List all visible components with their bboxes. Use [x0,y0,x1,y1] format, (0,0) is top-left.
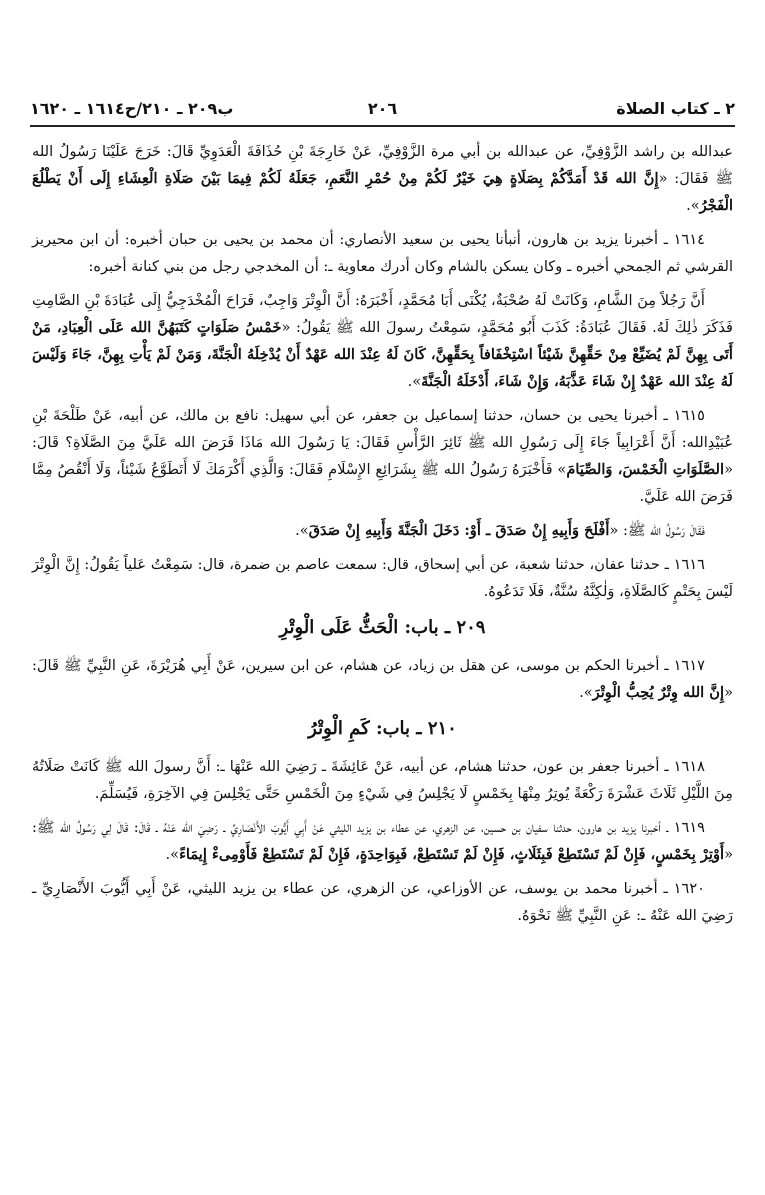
hadith-1615-matn: فَقَالَ رَسُولُ الله ﷺ: «أَفْلَحَ وَأَبِيهِ إِنْ صَدَقَ ـ أَوْ: دَخَلَ الْجَنَّةَ وَأَبِيهِ إِنْ صَدَقَ». [295,522,705,539]
hadith-text: أَفْلَحَ وَأَبِيهِ إِنْ صَدَقَ ـ أَوْ: دَخَلَ الْجَنَّةَ وَأَبِيهِ إِنْ صَدَقَ [308,522,610,539]
hadith-text: أَوْتِرْ بِخَمْسٍ، فَإِنْ لَمْ تَسْتَطِعْ فَبِثَلَاثٍ، فَإِنْ لَمْ تَسْتَطِعْ، فَبِوَاحِدَةٍ، فَإِنْ لَمْ تَسْتَطِعْ فَأَوْمِىءْ إِيمَاءً [179,846,725,863]
hadith-1617: ١٦١٧ ـ أخبرنا الحكم بن موسى، عن هقل بن زياد، عن هشام، عن ابن سيرين، عَنْ أَبِي هُرَيْرَةَ، عَنِ النَّبِيِّ ﷺ قَالَ: «إِنَّ الله وِتْرٌ يُحِبُّ الْوِتْرَ». [32,657,733,701]
paragraph-continuation: عبدالله بن راشد الزَّوْفِيِّ، عن عبدالله بن أبي مرة الزَّوْفِيِّ، عَنْ خَارِجَةَ بْنِ حُذَافَةَ الْعَدَوِيِّ قَالَ: خَرَجَ عَلَيْنَا رَسُولُ الله ﷺ فَقَالَ: «إِنَّ الله قَدْ أَمَدَّكُمْ بِصَلَاةٍ هِيَ خَيْرٌ لَكُمْ مِنْ حُمْرِ النَّعَمِ، جَعَلَهُ لَكُمْ فِيمَا بَيْنَ صَلَاةِ الْعِشَاءِ إِلَى أَنْ يَطْلُعَ الْفَجْرُ». [32,143,733,214]
hadith-text: إِنَّ الله وِتْرٌ يُحِبُّ الْوِتْرَ [592,684,725,701]
page-header [30,88,735,118]
hadith-number: ١٦١٤ ـ [663,231,706,248]
hadith-1620: ١٦٢٠ ـ أخبرنا محمد بن يوسف، عن الأوزاعي، عن الزهري، عن عطاء بن يزيد الليثي، عَنْ أَبِي أَيُّوبَ الأَنْصَارِيِّ ـ رَضِيَ الله عَنْهُ ـ: عَنِ النَّبِيِّ ﷺ نَحْوَهُ. [32,880,733,924]
chapter-heading-210: ٢١٠ ـ باب: كَمِ الْوِتْرُ [308,718,457,739]
hadith-range: ب٢٠٩ ـ ٢١٠/ح١٦١٤ ـ ١٦٢٠ [30,99,234,118]
hadith-number: ١٦١٥ ـ [663,407,706,424]
hadith-text: الصَّلَوَاتِ الْخَمْسَ، وَالصِّيَامَ [566,461,725,478]
hadith-1619: ١٦١٩ ـ أخبرنا يزيد بن هارون، حدثنا سفيان بن حسين، عن الزهري، عن عطاء بن يزيد الليثي عَنْ أَبِي أَيُّوبَ الأَنْصَارِيِّ ـ رَضِيَ الله عَنْهُ ـ قَالَ: قَالَ لِي رَسُولُ الله ﷺ: «أَوْتِرْ بِخَمْسٍ، فَإِنْ لَمْ تَسْتَطِعْ فَبِثَلَاثٍ، فَإِنْ لَمْ تَسْتَطِعْ، فَبِوَاحِدَةٍ، فَإِنْ لَمْ تَسْتَطِعْ فَأَوْمِىءْ إِيمَاءً». [32,819,733,863]
chapter-heading-209: ٢٠٩ ـ باب: الْحَثُّ عَلَى الْوِتْرِ [279,617,486,638]
hadith-number: ١٦٢٠ ـ [663,880,705,897]
hadith-text: إِنَّ الله قَدْ أَمَدَّكُمْ بِصَلَاةٍ هِيَ خَيْرٌ لَكُمْ مِنْ حُمْرِ النَّعَمِ، جَعَلَهُ لَكُمْ فِيمَا بَيْنَ صَلَاةِ الْعِشَاءِ إِلَى أَنْ يَطْلُعَ الْفَجْرُ [32,170,733,214]
hadith-1614-matn: أَنَّ رَجُلاً مِنَ الشَّامِ، وَكَانَتْ لَهُ صُحْبَةٌ، يُكْنَى أَبَا مُحَمَّدٍ، أَخْبَرَهُ: أَنَّ الْوِتْرَ وَاجِبٌ، فَرَاحَ الْمُخْدَجِيُّ إِلَى عُبَادَةَ بْنِ الصَّامِتِ فَذَكَرَ ذٰلِكَ لَهُ. فَقَالَ عُبَادَةُ: كَذَبَ أَبُو مُحَمَّدٍ، سَمِعْتُ رسولَ الله ﷺ يَقُولُ: «خَمْسُ صَلَوَاتٍ كَتَبَهُنَّ الله عَلَى الْعِبَادِ، مَنْ أَتَى بِهِنَّ لَمْ يُضَيِّعْ مِنْ حَقِّهِنَّ شَيْئاً اسْتِخْفَافاً بِحَقِّهِنَّ، كَانَ لَهُ عِنْدَ الله عَهْدٌ أَنْ يُدْخِلَهُ الْجَنَّةَ، وَمَنْ لَمْ يَأْتِ بِهِنَّ، جَاءَ وَلَيْسَ لَهُ عِنْدَ الله عَهْدٌ إِنْ شَاءَ عَذَّبَهُ، وَإِنْ شَاءَ، أَدْخَلَهُ الْجَنَّةَ». [32,292,734,390]
hadith-1614: ١٦١٤ ـ أخبرنا يزيد بن هارون، أنبأنا يحيى بن سعيد الأنصاري: أن محمد بن يحيى بن حبان أخبره: أن ابن محيريز القرشي ثم الجمحي أخبره ـ وكان يسكن بالشام وكان أدرك معاوية ـ: أن المخدجي رجل من بني كنانة أخبره: [32,231,733,275]
hadith-number: ١٦١٦ ـ [664,556,705,573]
hadith-number: ١٦١٧ ـ [664,657,705,674]
header-rule [30,125,735,127]
page-body [32,138,733,1165]
hadith-number: ١٦١٨ ـ [664,758,706,775]
chapter-title: ٢ ـ كتاب الصلاة [616,99,735,118]
hadith-number: ١٦١٩ ـ [666,819,705,836]
hadith-text: خَمْسُ صَلَوَاتٍ كَتَبَهُنَّ الله عَلَى الْعِبَادِ، مَنْ أَتَى بِهِنَّ لَمْ يُضَيِّعْ مِنْ حَقِّهِنَّ شَيْئاً اسْتِخْفَافاً بِحَقِّهِنَّ، كَانَ لَهُ عِنْدَ الله عَهْدٌ أَنْ يُدْخِلَهُ الْجَنَّةَ، وَمَنْ لَمْ يَأْتِ بِهِنَّ، جَاءَ وَلَيْسَ لَهُ عِنْدَ الله عَهْدٌ إِنْ شَاءَ عَذَّبَهُ، وَإِنْ شَاءَ، أَدْخَلَهُ الْجَنَّةَ [32,319,733,390]
hadith-1616: ١٦١٦ ـ حدثنا عفان، حدثنا شعبة، عن أبي إسحاق، قال: سمعت عاصم بن ضمرة، قال: سَمِعْتُ عَلياً يَقُولُ: إِنَّ الْوِتْرَ لَيْسَ بِحَتْمٍ كَالصَّلَاةِ، وَلٰكِنَّهُ سُنَّةٌ، فَلَا تَدَعُوهُ. [32,556,733,600]
hadith-1618: ١٦١٨ ـ أخبرنا جعفر بن عون، حدثنا هشام، عن أبيه، عَنْ عَائِشَةَ ـ رَضِيَ الله عَنْهَا ـ: أَنَّ رسولَ الله ﷺ كَانَتْ صَلَاتُهُ مِنَ اللَّيْلِ ثَلَاثَ عَشْرَةَ رَكْعَةً يُوتِرُ مِنْهَا بِخَمْسٍ لَا يَجْلِسُ فِي شَيْءٍ مِنَ الْخَمْسِ حَتَّى يَجْلِسَ فِي الآخِرَةِ، فَيُسَلِّمَ. [32,758,733,802]
page-number: ٢٠٦ [367,99,398,118]
hadith-1615: ١٦١٥ ـ أخبرنا يحيى بن حسان، حدثنا إسماعيل بن جعفر، عن أبي سهيل: نافع بن مالك، عن أبيه، عَنْ طَلْحَةَ بْنِ عُبَيْدِالله: أَنَّ أَعْرَابِياً جَاءَ إِلَى رَسُولِ الله ﷺ ثَائِرَ الرَّأْسِ فَقَالَ: يَا رَسُولَ الله مَاذَا فَرَضَ الله عَلَيَّ مِنَ الصَّلَاةِ؟ قَالَ: «الصَّلَوَاتِ الْخَمْسَ، وَالصِّيَامَ» فَأَخْبَرَهُ رَسُولُ الله ﷺ بِشَرَائِعِ الإِسْلَامِ فَقَالَ: وَالَّذِي أَكْرَمَكَ لَا أَتَطَوَّعُ شَيْئاً، وَلَا أَنْقُصُ مِمَّا فَرَضَ الله عَلَيَّ. [32,407,733,505]
